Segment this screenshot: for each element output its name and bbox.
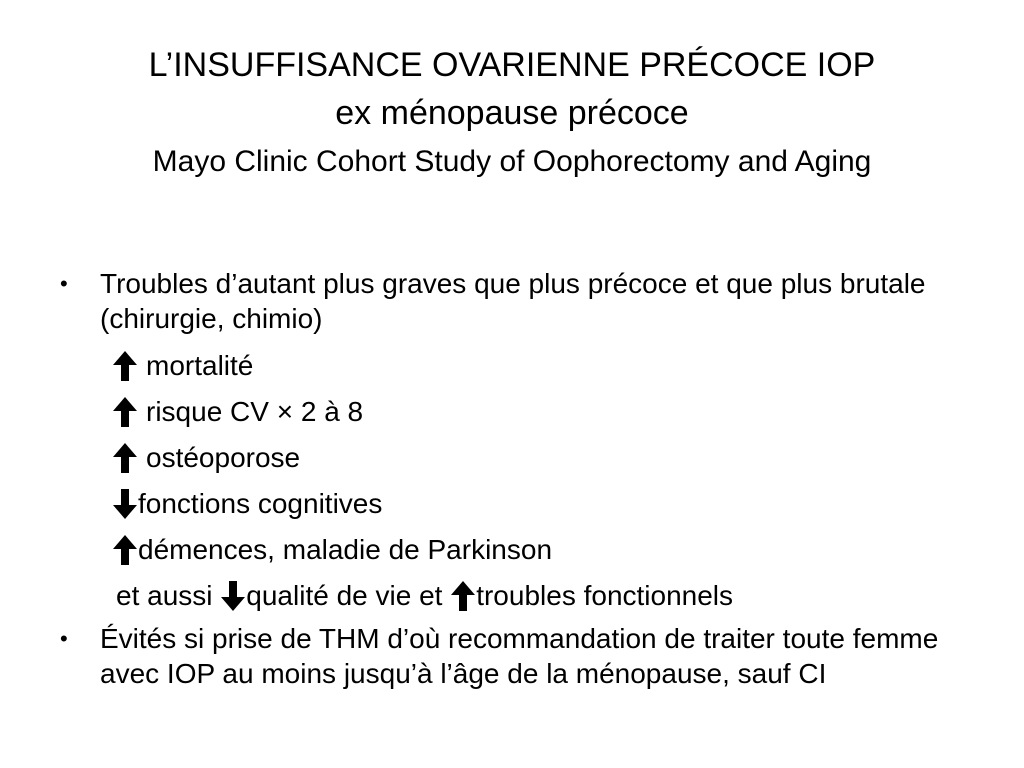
also-line-prefix: et aussi <box>116 580 213 611</box>
arrow-down-icon <box>112 487 138 521</box>
arrow-up-icon <box>112 349 138 383</box>
arrow-up-icon <box>112 441 138 475</box>
arrow-up-icon <box>112 533 138 567</box>
arrow-down-icon <box>220 579 246 613</box>
also-line-middle: qualité de vie et <box>246 580 443 611</box>
arrow-up-icon <box>450 579 476 613</box>
sub-item <box>60 435 960 481</box>
sub-item-text: mortalité <box>146 350 254 381</box>
title-line-1: L’INSUFFISANCE OVARIENNE PRÉCOCE IOP <box>148 46 876 84</box>
bullet-marker: • <box>60 626 68 651</box>
also-line <box>60 573 960 619</box>
slide-title <box>0 42 1024 186</box>
sub-item-text: démences, maladie de Parkinson <box>138 534 553 565</box>
bullet-marker: • <box>60 271 68 296</box>
also-line-suffix: troubles fonctionnels <box>476 580 734 611</box>
slide-body <box>60 266 960 691</box>
bullet-item <box>60 266 960 336</box>
sub-item <box>60 527 960 573</box>
bullet-item <box>60 621 960 691</box>
arrow-up-icon <box>112 395 138 429</box>
sub-item-text: ostéoporose <box>146 442 301 473</box>
bullet-text: Troubles d’autant plus graves que plus précoce et que plus brutale (chirurgie, chimio) <box>100 268 926 334</box>
sub-item <box>60 481 960 527</box>
sub-item-text: risque CV × 2 à 8 <box>146 396 364 427</box>
title-line-3: Mayo Clinic Cohort Study of Oophorectomy and Aging <box>152 145 872 178</box>
sub-item-text: fonctions cognitives <box>138 488 383 519</box>
title-line-2: ex ménopause précoce <box>335 94 689 132</box>
sub-item <box>60 389 960 435</box>
bullet-text: Évités si prise de THM d’où recommandation de traiter toute femme avec IOP au moins jusqu’à l’âge de la ménopause, sauf CI <box>100 623 939 689</box>
sub-item <box>60 343 960 389</box>
